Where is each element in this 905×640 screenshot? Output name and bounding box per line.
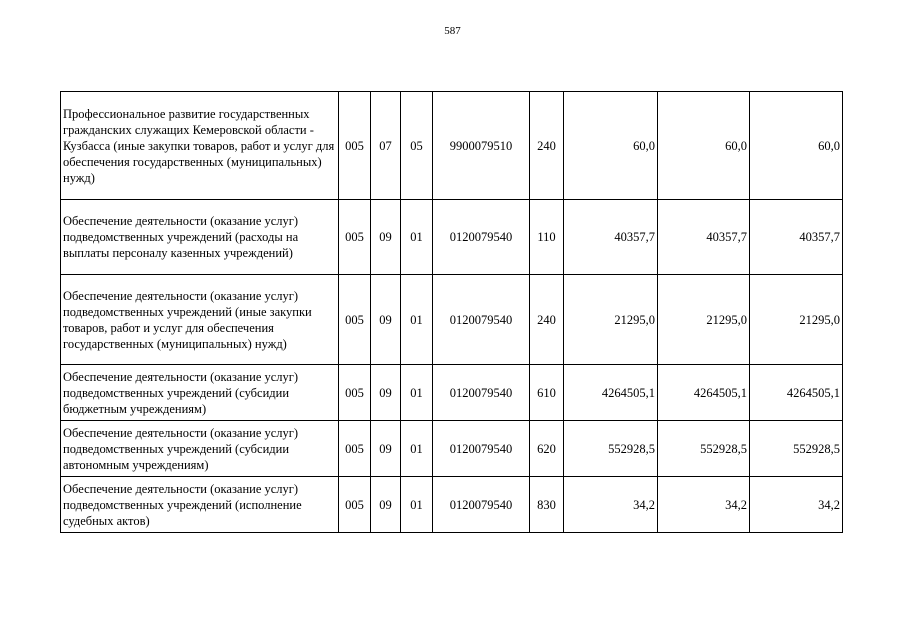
expense-type-code: 240	[530, 275, 564, 365]
subsection-code: 01	[401, 421, 433, 477]
target-article-code: 9900079510	[433, 92, 530, 200]
amount-1: 21295,0	[564, 275, 658, 365]
ministry-code: 005	[339, 477, 371, 533]
row-description: Обеспечение деятельности (оказание услуг) подведомственных учреждений (субсидии бюджетным учреждениям)	[61, 365, 339, 421]
row-description: Обеспечение деятельности (оказание услуг) подведомственных учреждений (расходы на выплаты персоналу казенных учреждений)	[61, 200, 339, 275]
ministry-code: 005	[339, 365, 371, 421]
ministry-code: 005	[339, 92, 371, 200]
expense-type-code: 240	[530, 92, 564, 200]
amount-1: 60,0	[564, 92, 658, 200]
table-row	[61, 200, 843, 275]
section-code: 07	[371, 92, 401, 200]
amount-1: 4264505,1	[564, 365, 658, 421]
page-number: 587	[444, 25, 461, 37]
amount-3: 4264505,1	[750, 365, 843, 421]
subsection-code: 01	[401, 365, 433, 421]
subsection-code: 01	[401, 200, 433, 275]
amount-2: 34,2	[658, 477, 750, 533]
ministry-code: 005	[339, 275, 371, 365]
target-article-code: 0120079540	[433, 365, 530, 421]
target-article-code: 0120079540	[433, 275, 530, 365]
amount-3: 34,2	[750, 477, 843, 533]
section-code: 09	[371, 365, 401, 421]
expense-type-code: 620	[530, 421, 564, 477]
target-article-code: 0120079540	[433, 477, 530, 533]
subsection-code: 01	[401, 275, 433, 365]
ministry-code: 005	[339, 200, 371, 275]
budget-table	[60, 91, 843, 533]
ministry-code: 005	[339, 421, 371, 477]
amount-3: 60,0	[750, 92, 843, 200]
subsection-code: 05	[401, 92, 433, 200]
subsection-code: 01	[401, 477, 433, 533]
row-description: Профессиональное развитие государственных гражданских служащих Кемеровской области - Кузбасса (иные закупки товаров, работ и услуг для обеспечения государственных (муниципальных) нужд)	[61, 92, 339, 200]
table-row	[61, 92, 843, 200]
amount-1: 40357,7	[564, 200, 658, 275]
table-row	[61, 275, 843, 365]
expense-type-code: 110	[530, 200, 564, 275]
amount-3: 552928,5	[750, 421, 843, 477]
row-description: Обеспечение деятельности (оказание услуг) подведомственных учреждений (субсидии автономным учреждениям)	[61, 421, 339, 477]
amount-2: 552928,5	[658, 421, 750, 477]
amount-2: 60,0	[658, 92, 750, 200]
section-code: 09	[371, 200, 401, 275]
row-description: Обеспечение деятельности (оказание услуг) подведомственных учреждений (исполнение судебных актов)	[61, 477, 339, 533]
table-row	[61, 477, 843, 533]
amount-2: 4264505,1	[658, 365, 750, 421]
row-description: Обеспечение деятельности (оказание услуг) подведомственных учреждений (иные закупки товаров, работ и услуг для обеспечения государственных (муниципальных) нужд)	[61, 275, 339, 365]
expense-type-code: 830	[530, 477, 564, 533]
table-row	[61, 421, 843, 477]
target-article-code: 0120079540	[433, 200, 530, 275]
amount-1: 34,2	[564, 477, 658, 533]
section-code: 09	[371, 421, 401, 477]
amount-2: 40357,7	[658, 200, 750, 275]
section-code: 09	[371, 477, 401, 533]
expense-type-code: 610	[530, 365, 564, 421]
target-article-code: 0120079540	[433, 421, 530, 477]
amount-3: 21295,0	[750, 275, 843, 365]
table-row	[61, 365, 843, 421]
amount-3: 40357,7	[750, 200, 843, 275]
amount-2: 21295,0	[658, 275, 750, 365]
section-code: 09	[371, 275, 401, 365]
amount-1: 552928,5	[564, 421, 658, 477]
